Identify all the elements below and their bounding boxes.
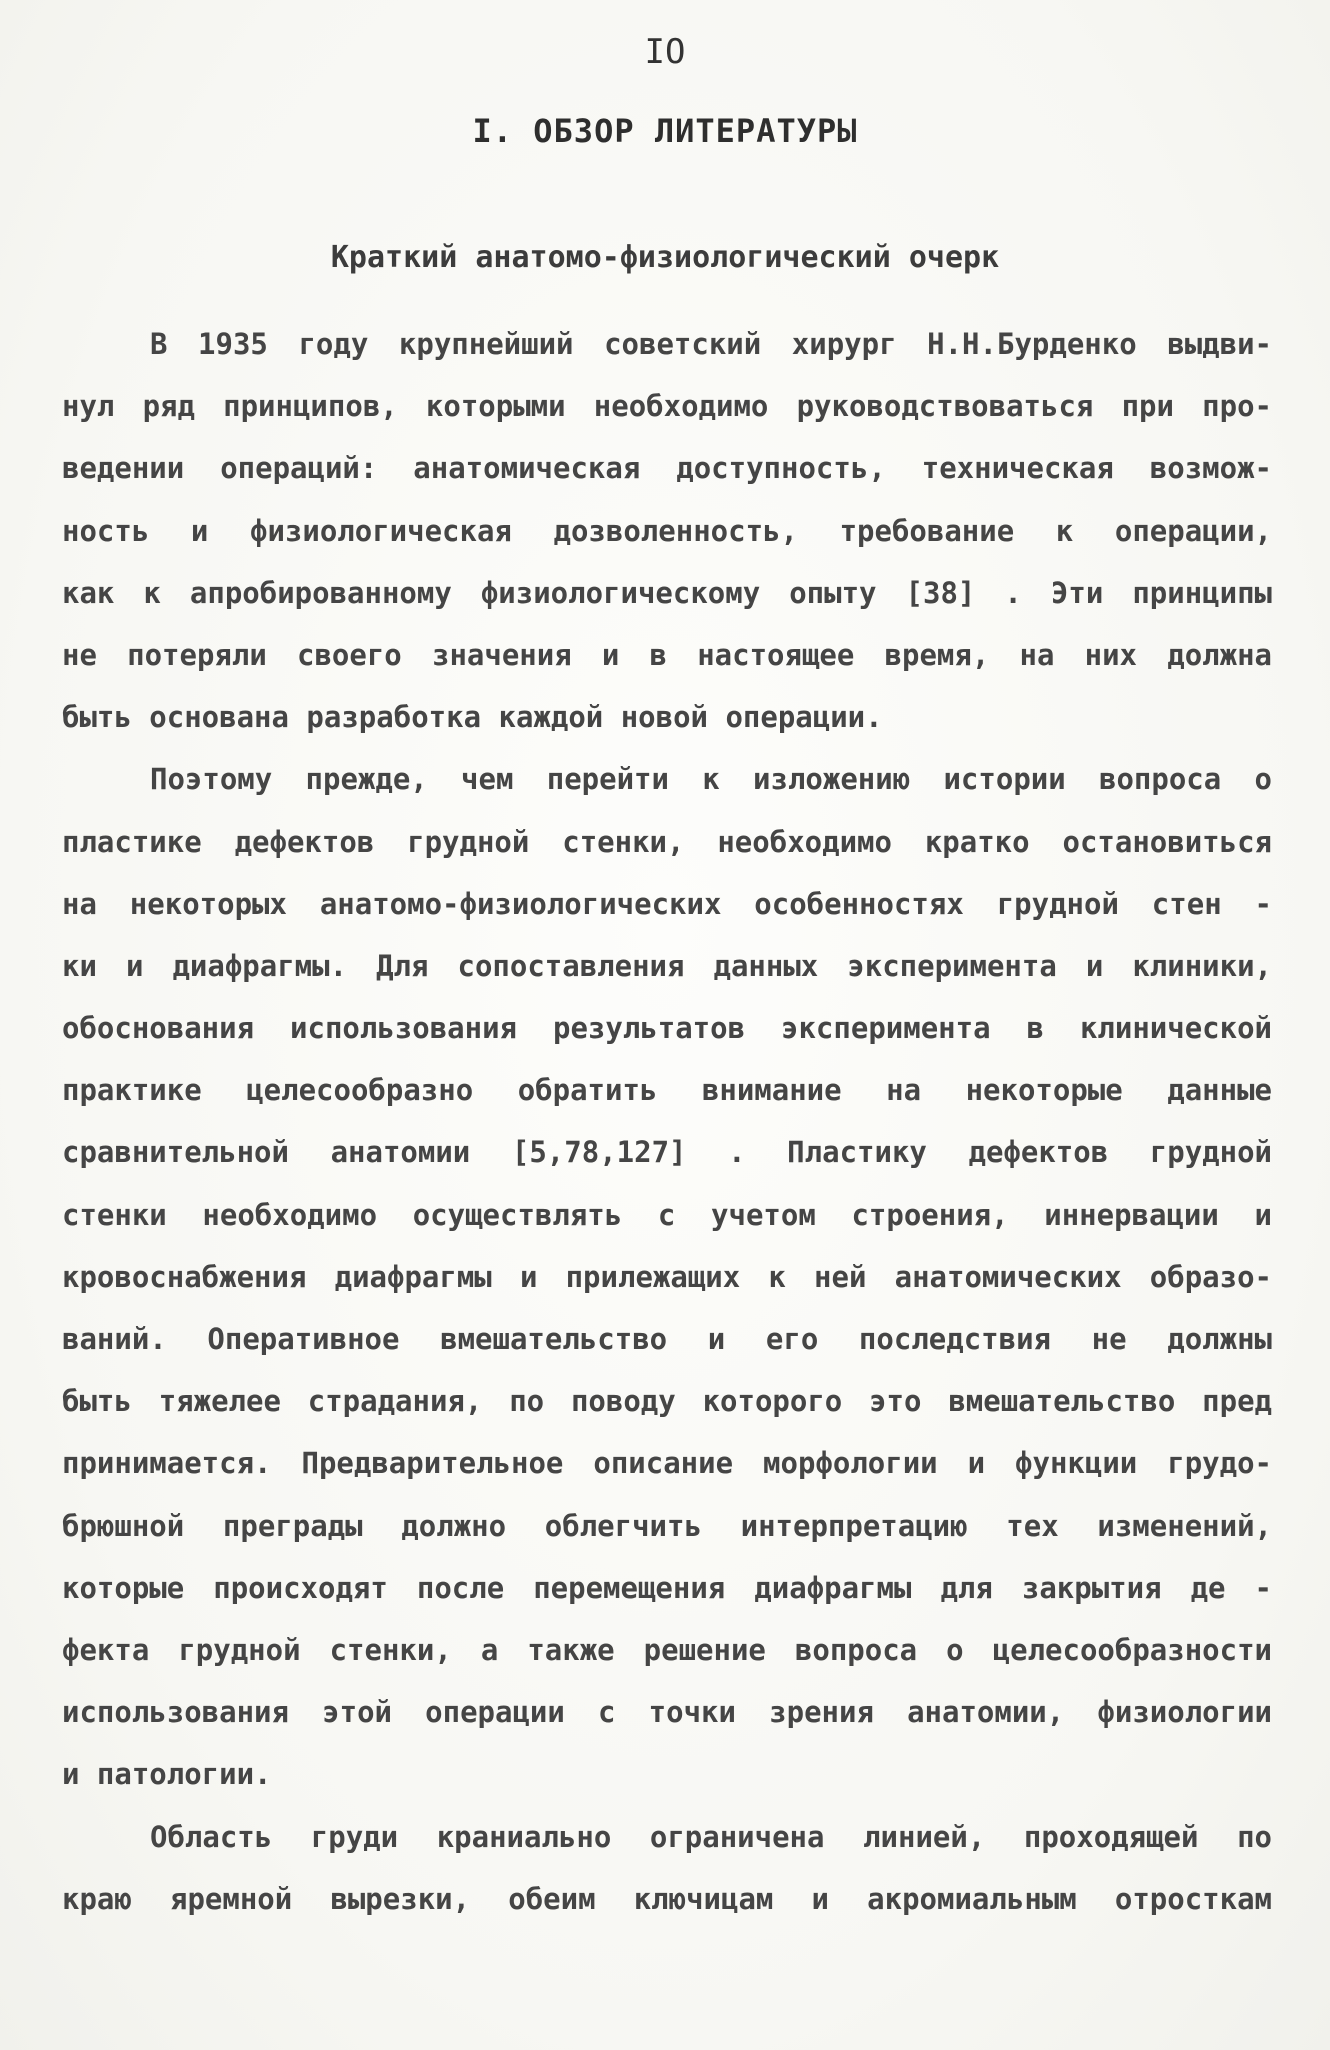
text-line: сравнительной анатомии [5,78,127] . Пластику дефектов грудной xyxy=(62,1135,1272,1170)
text-line: брюшной преграды должно облегчить интерпретацию тех изменений, xyxy=(62,1508,1272,1543)
page-number: IO xyxy=(644,32,686,72)
section-title: Краткий анатомо-физиологический очерк xyxy=(330,240,1000,275)
text-line: ведении операций: анатомическая доступность, техническая возмож- xyxy=(62,451,1272,486)
text-line: которые происходят после перемещения диафрагмы для закрытия де - xyxy=(62,1570,1272,1605)
text-line: Поэтому прежде, чем перейти к изложению истории вопроса о xyxy=(150,762,1272,797)
text-line: фекта грудной стенки, а также решение вопроса о целесообразности xyxy=(62,1632,1272,1667)
text-line: практике целесообразно обратить внимание на некоторые данные xyxy=(62,1073,1272,1108)
body-text xyxy=(62,313,1272,1930)
text-line: Область груди краниально ограничена линией, проходящей по xyxy=(150,1819,1272,1854)
text-line: быть тяжелее страдания, по поводу которого это вмешательство пред xyxy=(62,1384,1272,1419)
text-line: как к апробированному физиологическому опыту [38] . Эти принципы xyxy=(62,575,1272,610)
text-line: не потеряли своего значения и в настоящее время, на них должна xyxy=(62,637,1272,672)
text-line: использования этой операции с точки зрения анатомии, физиологии xyxy=(62,1695,1272,1730)
text-line: принимается. Предварительное описание морфологии и функции грудо- xyxy=(62,1446,1272,1481)
text-line: стенки необходимо осуществлять с учетом строения, иннервации и xyxy=(62,1197,1272,1232)
text-line: на некоторых анатомо-физиологических особенностях грудной стен - xyxy=(62,886,1272,921)
text-line: пластике дефектов грудной стенки, необходимо кратко остановиться xyxy=(62,824,1272,859)
text-line: быть основана разработка каждой новой операции. xyxy=(62,700,883,735)
text-line: В 1935 году крупнейший советский хирург Н.Н.Бурденко выдви- xyxy=(150,327,1272,361)
text-line: краю яремной вырезки, обеим ключицам и акромиальным отросткам xyxy=(62,1881,1272,1916)
text-line: и патологии. xyxy=(62,1757,272,1792)
text-line: ваний. Оперативное вмешательство и его последствия не должны xyxy=(62,1322,1272,1356)
text-line: нул ряд принципов, которыми необходимо руководствоваться при про- xyxy=(62,389,1272,424)
text-line: ки и диафрагмы. Для сопоставления данных эксперимента и клиники, xyxy=(62,948,1272,983)
text-line: обоснования использования результатов эксперимента в клинической xyxy=(62,1011,1272,1046)
chapter-title: I. ОБЗОР ЛИТЕРАТУРЫ xyxy=(472,112,858,150)
text-line: кровоснабжения диафрагмы и прилежащих к ней анатомических образо- xyxy=(62,1259,1272,1294)
text-line: ность и физиологическая дозволенность, требование к операции, xyxy=(62,513,1272,548)
